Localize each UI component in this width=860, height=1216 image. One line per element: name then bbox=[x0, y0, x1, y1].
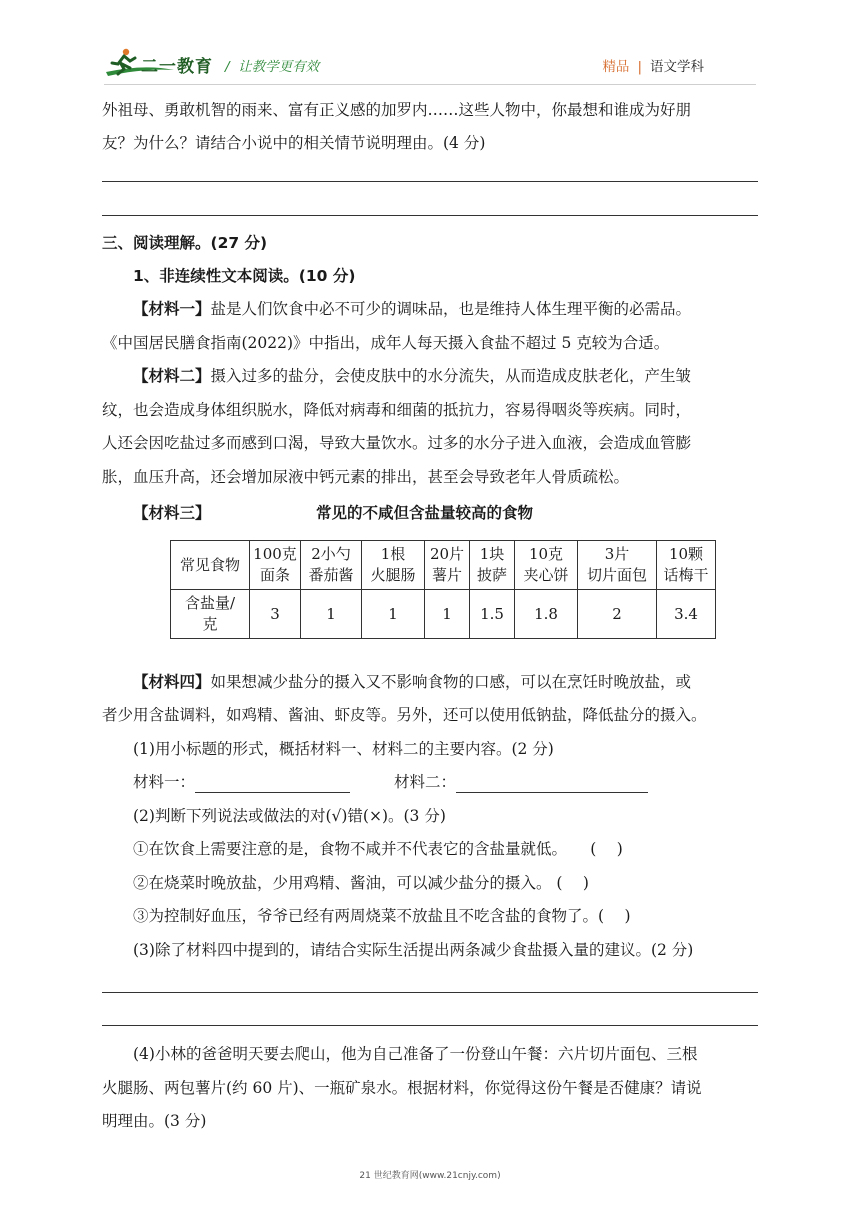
table-row bbox=[171, 541, 716, 590]
brand-name: 二一教育 bbox=[141, 57, 213, 77]
subject-tag: 语文学科 bbox=[650, 59, 704, 75]
question-4-line1: (4)小林的爸爸明天要去爬山，他为自己准备了一份登山午餐：六片切片面包、三根 bbox=[133, 1045, 698, 1063]
table-cell: 10克 夹心饼 bbox=[515, 541, 578, 590]
table-header-cell: 常见食物 bbox=[171, 541, 250, 590]
table-cell: 2小勺 番茄酱 bbox=[301, 541, 362, 590]
material3-tag: 【材料三】 bbox=[133, 504, 211, 522]
page-footer: 21 世纪教育网(www.21cnjy.com) bbox=[359, 1171, 501, 1181]
slogan: / 让教学更有效 bbox=[225, 59, 320, 75]
material4-line1: 【材料四】如果想减少盐分的摄入又不影响食物的口感，可以在烹饪时晚放盐，或 bbox=[133, 673, 692, 691]
material2-line3: 人还会因吃盐过多而感到口渴，导致大量饮水。过多的水分子进入血液，会造成血管膨 bbox=[102, 434, 692, 452]
table-cell: 3.4 bbox=[657, 590, 716, 639]
table-title: 常见的不咸但含盐量较高的食物 bbox=[316, 504, 534, 522]
material2-line4: 胀，血压升高，还会增加尿液中钙元素的排出，甚至会导致老年人骨质疏松。 bbox=[102, 468, 630, 486]
answer-line bbox=[102, 181, 758, 182]
quality-tag: 精品 bbox=[602, 59, 630, 75]
table-cell: 20片 薯片 bbox=[425, 541, 470, 590]
question-4-line3: 明理由。(3 分) bbox=[102, 1112, 207, 1130]
q1-answer-blank-b[interactable] bbox=[456, 776, 648, 793]
table-cell: 1 bbox=[425, 590, 470, 639]
table-cell: 1块 披萨 bbox=[470, 541, 515, 590]
material1-line2: 《中国居民膳食指南(2022)》中指出，成年人每天摄入食盐不超过 5 克较为合适。 bbox=[102, 334, 670, 352]
prev-question-line2: 友？为什么？请结合小说中的相关情节说明理由。(4 分) bbox=[102, 134, 486, 152]
header-separator: | bbox=[637, 59, 642, 75]
material2-line1: 【材料二】摄入过多的盐分，会使皮肤中的水分流失，从而造成皮肤老化，产生皱 bbox=[133, 367, 692, 385]
header-tags bbox=[602, 55, 704, 75]
answer-line bbox=[102, 992, 758, 993]
q1-label-b: 材料二： bbox=[394, 773, 457, 791]
q1-answer-blank-a[interactable] bbox=[195, 776, 350, 793]
question-3: (3)除了材料四中提到的，请结合实际生活提出两条减少食盐摄入量的建议。(2 分) bbox=[133, 941, 694, 959]
table-cell: 1 bbox=[301, 590, 362, 639]
table-cell: 3 bbox=[250, 590, 301, 639]
material2-line2: 纹，也会造成身体组织脱水，降低对病毒和细菌的抵抗力，容易得咽炎等疾病。同时， bbox=[102, 401, 692, 419]
answer-line bbox=[102, 215, 758, 216]
section-title: 三、阅读理解。(27 分) bbox=[102, 234, 268, 252]
question-1: (1)用小标题的形式，概括材料一、材料二的主要内容。(2 分) bbox=[133, 740, 554, 758]
q2-item: ②在烧菜时晚放盐，少用鸡精、酱油，可以减少盐分的摄入。 ( ) bbox=[133, 874, 589, 892]
q1-label-a: 材料一： bbox=[133, 773, 196, 791]
table-cell: 100克 面条 bbox=[250, 541, 301, 590]
q2-item: ③为控制好血压，爷爷已经有两周烧菜不放盐且不吃含盐的食物了。( ) bbox=[133, 907, 631, 925]
table-header-cell: 含盐量/ 克 bbox=[171, 590, 250, 639]
table-cell: 3片 切片面包 bbox=[578, 541, 657, 590]
header-rule bbox=[104, 84, 756, 85]
prev-question-line1: 外祖母、勇敢机智的雨来、富有正义感的加罗内……这些人物中，你最想和谁成为好朋 bbox=[102, 101, 692, 119]
salt-table bbox=[170, 540, 716, 639]
table-cell: 10颗 话梅干 bbox=[657, 541, 716, 590]
material1-line1: 【材料一】盐是人们饮食中必不可少的调味品，也是维持人体生理平衡的必需品。 bbox=[133, 300, 692, 318]
question-4-line2: 火腿肠、两包薯片(约 60 片)、一瓶矿泉水。根据材料，你觉得这份午餐是否健康？请说 bbox=[102, 1079, 702, 1097]
q1-answer-row bbox=[133, 771, 648, 793]
table-cell: 1.8 bbox=[515, 590, 578, 639]
q2-item: ①在饮食上需要注意的是，食物不咸并不代表它的含盐量就低。 ( ) bbox=[133, 840, 623, 858]
answer-line bbox=[102, 1025, 758, 1026]
question-2: (2)判断下列说法或做法的对(√)错(×)。(3 分) bbox=[133, 807, 446, 825]
table-row bbox=[171, 590, 716, 639]
table-cell: 1 bbox=[362, 590, 425, 639]
material4-line2: 者少用含盐调料，如鸡精、酱油、虾皮等。另外，还可以使用低钠盐，降低盐分的摄入。 bbox=[102, 706, 707, 724]
table-cell: 1根 火腿肠 bbox=[362, 541, 425, 590]
table-cell: 1.5 bbox=[470, 590, 515, 639]
subsection-title: 1、非连续性文本阅读。(10 分) bbox=[133, 267, 356, 285]
table-cell: 2 bbox=[578, 590, 657, 639]
